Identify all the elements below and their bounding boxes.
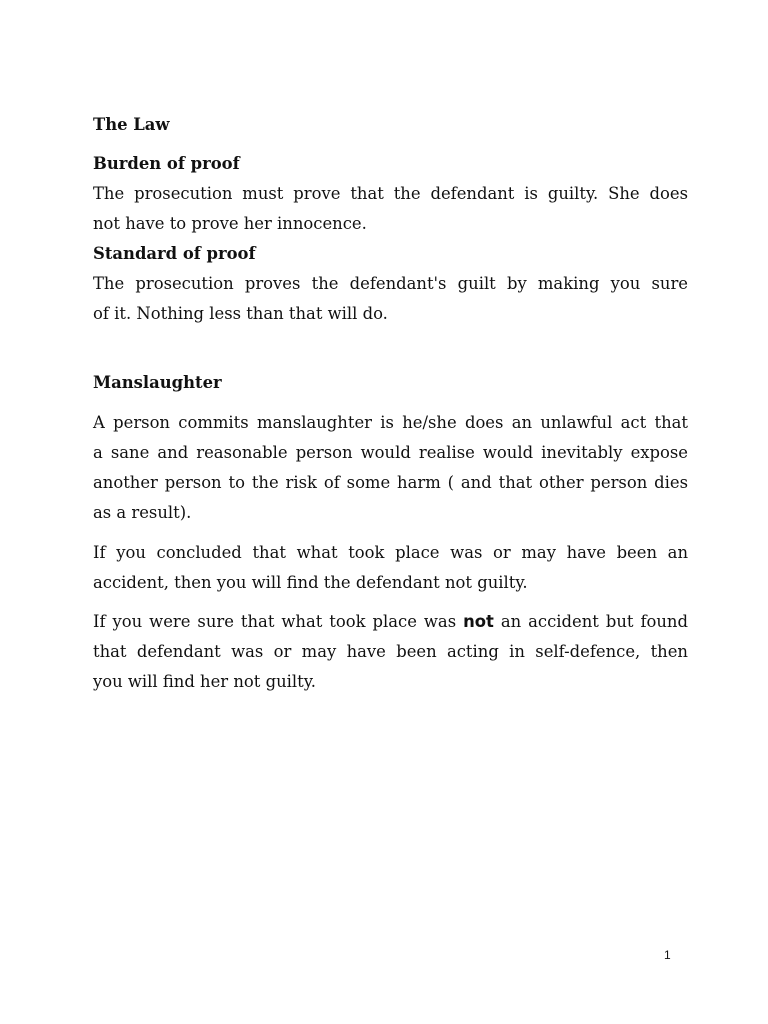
paragraph-line: The prosecution must prove that the defendant is guilty. She does (93, 184, 688, 203)
paragraph-line: A person commits manslaughter is he/she does an unlawful act that (93, 413, 688, 432)
paragraph-line: If you concluded that what took place was or may have been an (93, 543, 688, 562)
paragraph-line: The prosecution proves the defendant's guilt by making you sure (93, 274, 688, 293)
paragraph-line: as a result). (93, 503, 192, 522)
page-title: The Law (93, 115, 170, 134)
paragraph-line: you will find her not guilty. (93, 672, 316, 691)
page-number: 1 (664, 948, 671, 962)
paragraph-line-with-emphasis (93, 607, 688, 637)
section-heading-burden-of-proof: Burden of proof (93, 154, 240, 173)
section-heading-manslaughter: Manslaughter (93, 373, 222, 392)
paragraph-text: If you were sure that what took place was (93, 612, 457, 631)
emphasis-word: not (463, 612, 494, 631)
paragraph-line: another person to the risk of some harm ( and that other person dies (93, 473, 688, 492)
paragraph-line: that defendant was or may have been acting in self-defence, then (93, 642, 688, 661)
paragraph-line: not have to prove her innocence. (93, 214, 367, 233)
paragraph-text: an accident but found (500, 612, 688, 631)
paragraph-line: a sane and reasonable person would realise would inevitably expose (93, 443, 688, 462)
paragraph-line: accident, then you will find the defendant not guilty. (93, 573, 528, 592)
paragraph-line: of it. Nothing less than that will do. (93, 304, 388, 323)
section-heading-standard-of-proof: Standard of proof (93, 244, 256, 263)
